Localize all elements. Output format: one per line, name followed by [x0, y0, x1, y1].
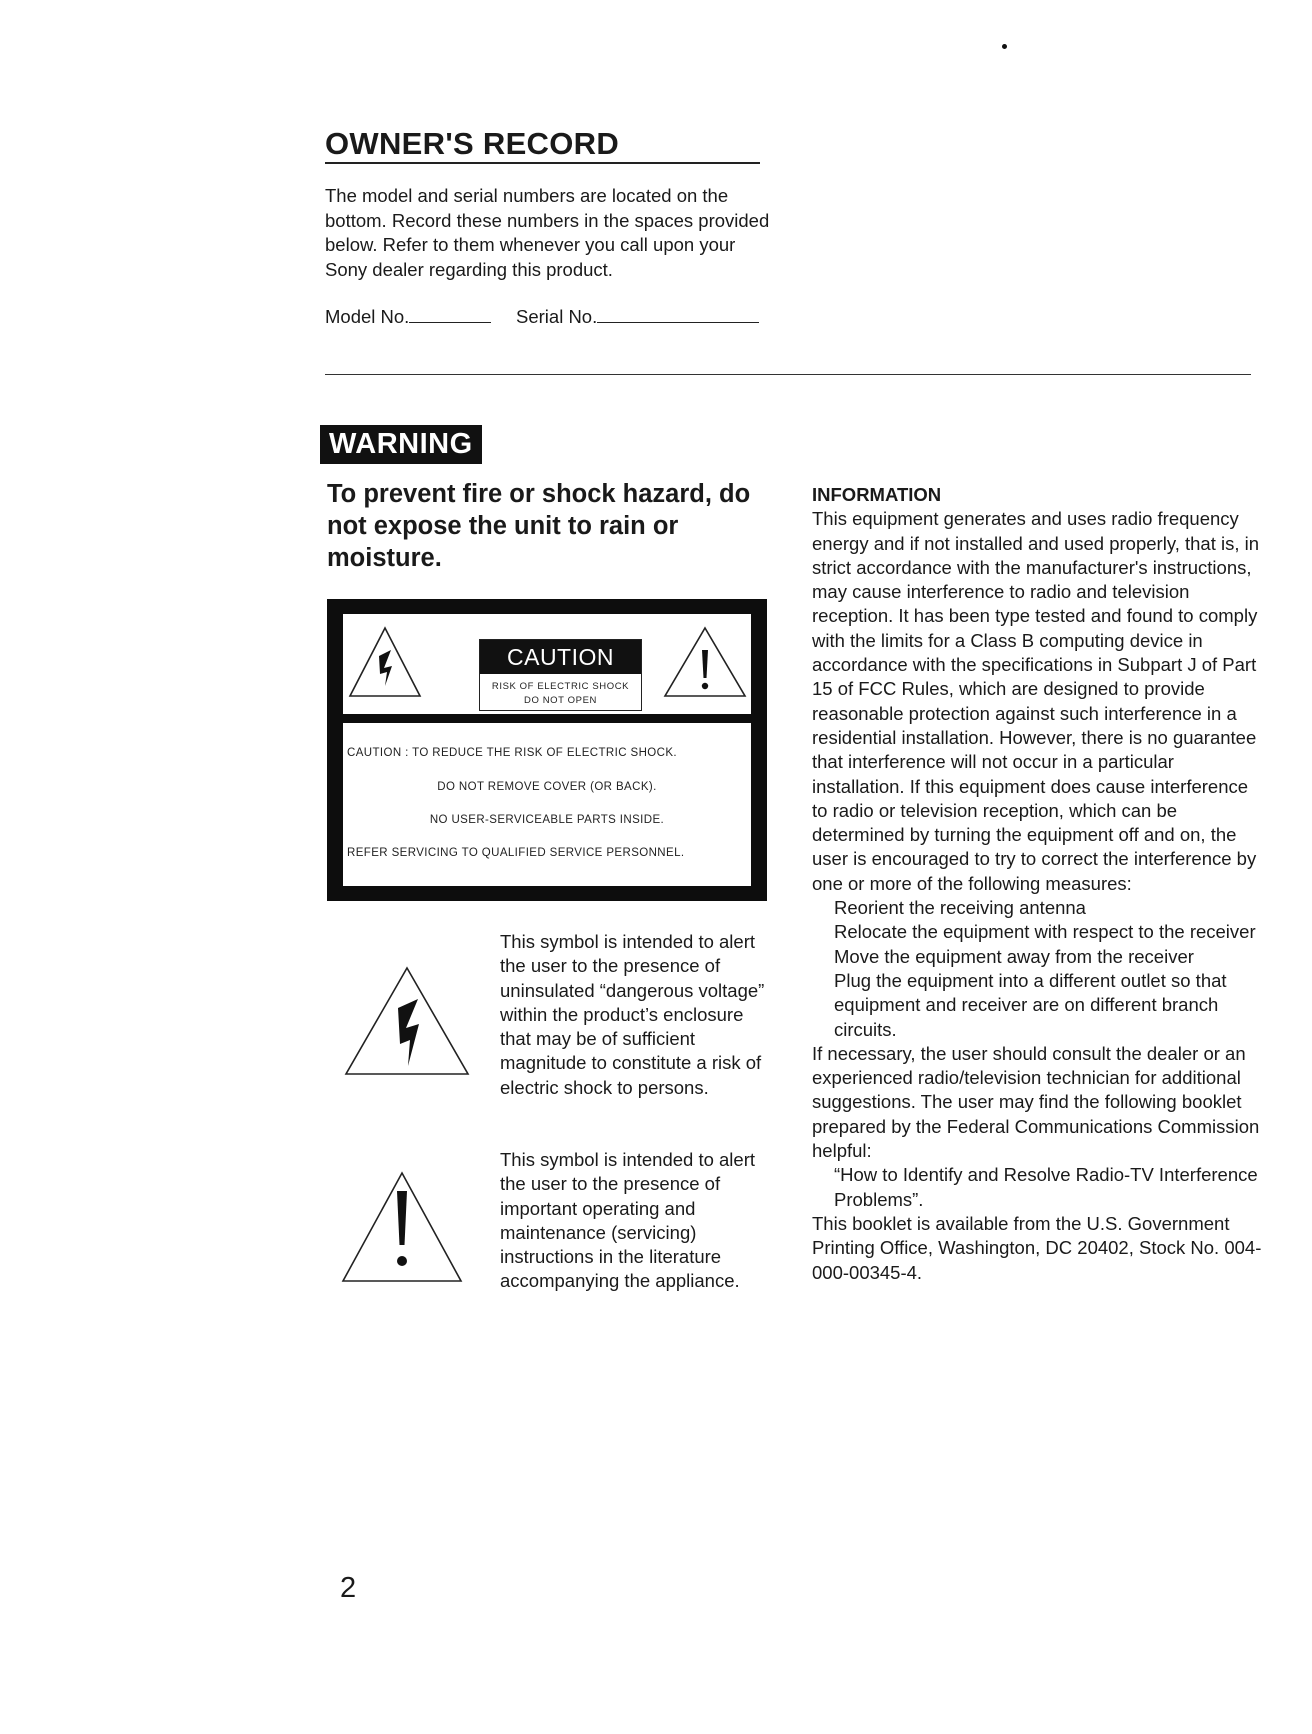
measures-list [812, 896, 1262, 1042]
warning-heading: To prevent fire or shock hazard, do not expose the unit to rain or moisture. [327, 480, 751, 572]
caution-line-2: DO NOT REMOVE COVER (OR BACK). [437, 781, 657, 793]
caution-label-panel [327, 599, 767, 901]
serial-number-blank[interactable] [597, 306, 759, 323]
caution-label-top [343, 614, 751, 714]
lightning-triangle-icon [344, 966, 470, 1076]
owners-record-body: The model and serial numbers are located on the bottom. Record these numbers in the spaces provided below. Refer to them whenever you call upon your Sony dealer regarding this product. [325, 185, 770, 280]
caution-title: CAUTION [480, 640, 641, 674]
serial-number-field[interactable] [516, 306, 759, 328]
information-paragraph-3: This booklet is available from the U.S. Government Printing Office, Washington, DC 20402, Stock No. 004-000-00345-4. [812, 1212, 1262, 1283]
warning-badge: WARNING [320, 425, 482, 464]
caution-sub-line1: RISK OF ELECTRIC SHOCK [491, 681, 630, 692]
lightning-triangle-icon [348, 626, 422, 698]
measure-item: Reorient the receiving antenna [834, 897, 1086, 919]
information-paragraph-2: If necessary, the user should consult the dealer or an experienced radio/television technician for additional suggestions. The user may find the following booklet prepared by the Federal Communications Commission helpful: [812, 1042, 1260, 1162]
title-underline [325, 162, 760, 164]
information-section [812, 483, 1262, 1285]
booklet-title: “How to Identify and Resolve Radio-TV Interference Problems”. [834, 1164, 1258, 1210]
voltage-symbol-description: This symbol is intended to alert the user to the presence of uninsulated “dangerous voltage” within the product’s enclosure that may be of sufficient magnitude to constitute a risk of electric shock to persons. [500, 931, 765, 1098]
caution-line-1: CAUTION : TO REDUCE THE RISK OF ELECTRIC SHOCK. [347, 747, 677, 759]
exclamation-triangle-icon [341, 1171, 463, 1283]
model-number-blank[interactable] [409, 306, 491, 323]
exclamation-symbol-description: This symbol is intended to alert the user to the presence of important operating and maintenance (servicing) instructions in the literature accompanying the appliance. [500, 1149, 756, 1292]
information-heading: INFORMATION [812, 484, 942, 505]
model-number-field[interactable] [325, 306, 491, 328]
caution-line-4: REFER SERVICING TO QUALIFIED SERVICE PERSONNEL. [347, 847, 685, 859]
measure-item: Move the equipment away from the receiver [834, 945, 1194, 967]
owners-record-title: OWNER'S RECORD [325, 126, 620, 161]
measure-item: Relocate the equipment with respect to the receiver [834, 921, 1256, 943]
caution-label-text [343, 723, 751, 886]
caution-sub-line2: DO NOT OPEN [524, 695, 597, 706]
caution-line-3: NO USER-SERVICEABLE PARTS INSIDE. [429, 814, 665, 826]
information-paragraph-1: This equipment generates and uses radio frequency energy and if not installed and used properly, that is, in strict accordance with the manufacturer's instructions, may cause interference to radio and television reception. It has been type tested and found to comply with the limits for a Class B computing device in accordance with the specifications in Subpart J of Part 15 of FCC Rules, which are designed to provide reasonable protection against such interference in a residential installation. However, there is no guarantee that interference will not occur in a particular installation. If this equipment does cause interference to radio or television reception, which can be determined by turning the equipment off and on, the user is encouraged to try to correct the interference by one or more of the following measures: [812, 508, 1260, 894]
section-divider [325, 374, 1251, 375]
model-number-label: Model No. [325, 306, 410, 327]
scan-speck [1002, 44, 1007, 49]
exclamation-triangle-icon [663, 626, 747, 698]
serial-number-label: Serial No. [516, 306, 598, 327]
measure-item: Plug the equipment into a different outlet so that equipment and receiver are on different branch circuits. [834, 969, 1227, 1040]
page-number: 2 [340, 1572, 357, 1604]
caution-label-box [479, 639, 642, 711]
